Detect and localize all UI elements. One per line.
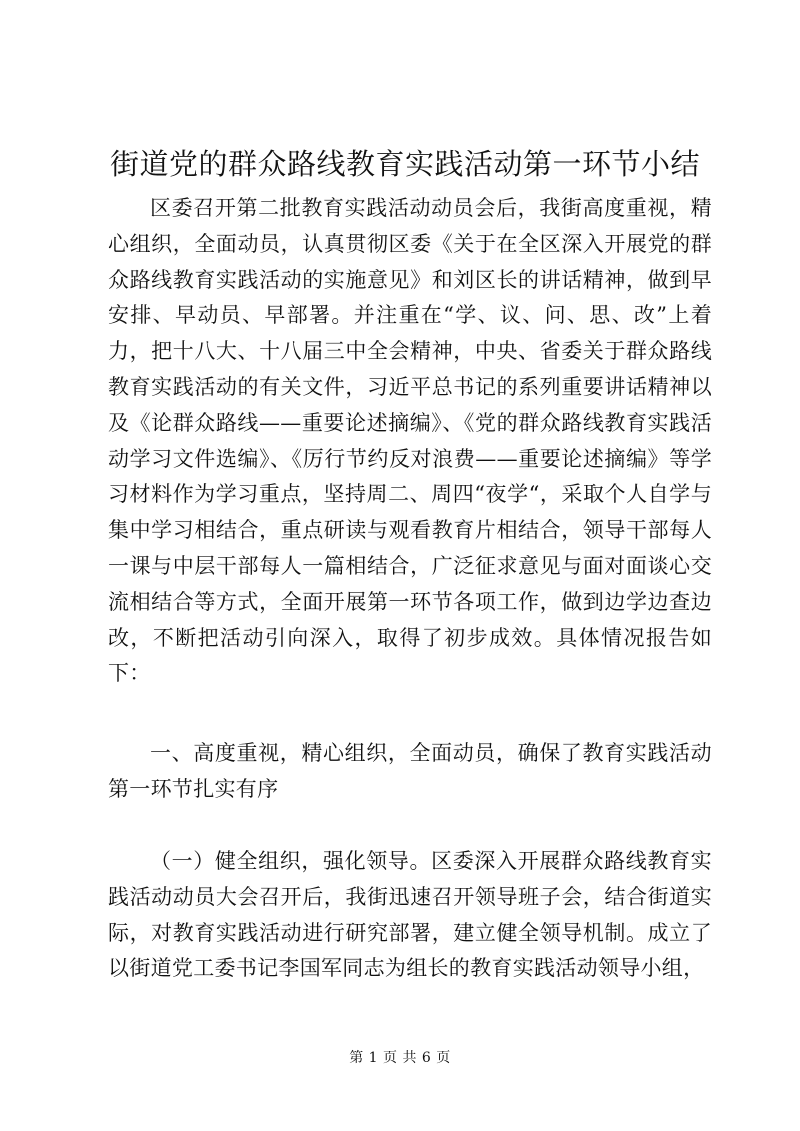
body-paragraph-intro: 区委召开第二批教育实践活动动员会后，我街高度重视，精心组织，全面动员，认真贯彻区委《关于在全区深入开展党的群众路线教育实践活动的实施意见》和刘区长的讲话精神，做到早安排、早动员、早部署。并注重在“学、议、问、思、改”上着力，把十八大、十八届三中全会精神，中央、省委关于群众路线教育实践活动的有关文件，习近平总书记的系列重要讲话精神以及《论群众路线——重要论述摘编》、《党的群众路线教育实践活动学习文件选编》、《厉行节约反对浪费——重要论述摘编》等学习材料作为学习重点，坚持周二、周四“夜学“，采取个人自学与集中学习相结合，重点研读与观看教育片相结合，领导干部每人一课与中层干部每人一篇相结合，广泛征求意见与面对面谈心交流相结合等方式，全面开展第一环节各项工作，做到边学边查边改，不断把活动引向深入，取得了初步成效。具体情况报告如下： (108, 196, 712, 686)
body-paragraph-subsection-1: （一）健全组织，强化领导。区委深入开展群众路线教育实践活动动员大会召开后，我街迅速召开领导班子会，结合街道实际，对教育实践活动进行研究部署，建立健全领导机制。成立了以街道党工委书记李国军同志为组长的教育实践活动领导小组， (108, 849, 712, 981)
document-title: 街道党的群众路线教育实践活动第一环节小结 (109, 147, 700, 181)
section-heading-1: 一、高度重视，精心组织，全面动员，确保了教育实践活动第一环节扎实有序 (108, 741, 712, 801)
page-footer: 第 1 页 共 6 页 (349, 1050, 451, 1066)
